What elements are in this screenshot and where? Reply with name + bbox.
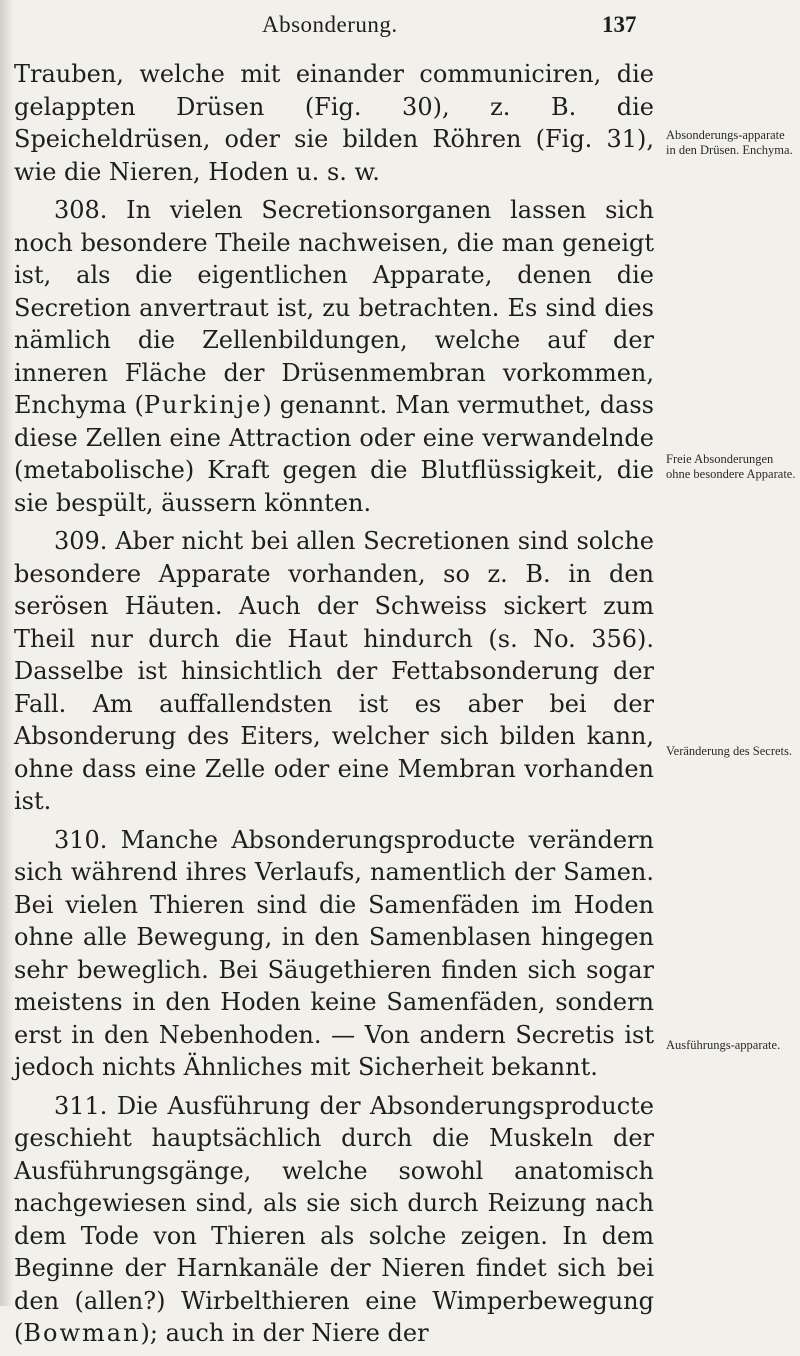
author-name-bowman: Bowman (23, 1319, 141, 1347)
page-gutter-shadow (0, 0, 14, 1306)
margin-note-absonderungsapparate: Absonderungs-apparate in den Drüsen. Enchyma. (666, 128, 793, 157)
margin-note-freie-absonderungen: Freie Absonderungen ohne besondere Apparate. (666, 452, 796, 481)
paragraph-308 (14, 194, 654, 519)
paragraph-311-text-b: ); auch in der Niere der (140, 1319, 429, 1347)
paragraph-continued: Trauben, welche mit einander communiciren, die gelappten Drüsen (Fig. 30), z. B. die Speicheldrüsen, oder sie bilden Röhren (Fig. 31), wie die Nieren, Hoden u. s. w. (14, 60, 654, 186)
paragraph-311-text-a: 311. Die Ausführung der Absonderungsproducte geschieht hauptsächlich durch die Muskeln der Ausführungsgänge, welche sowohl anatomisch nachgewiesen sind, als sie sich durch Reizung nach dem Tode von Thieren als solche zeigen. In dem Beginne der Harnkanäle der Nieren findet sich bei den (allen?) Wirbelthieren eine Wimperbewegung ( (14, 1091, 654, 1347)
page-header (0, 12, 800, 52)
body-text (14, 58, 654, 1356)
paragraph-308-text-a: 308. In vielen Secretionsorganen lassen sich noch besondere Theile nachweisen, die man geneigt ist, als die eigentlichen Apparate, denen die Secretion anvertraut ist, zu betrachten. Es sind dies nämlich die Zellenbildungen, welche auf der inneren Fläche der Drüsenmembran vorkommen, Enchyma ( (14, 196, 654, 419)
paragraph-310: 310. Manche Absonderungsproducte verändern sich während ihres Verlaufs, namentlich der Samen. Bei vielen Thieren sind die Samenfäden im Hoden ohne alle Bewegung, in den Samenblasen hingegen sehr beweglich. Bei Säugethieren finden sich sogar meistens in den Hoden keine Samenfäden, sondern erst in den Nebenhoden. — Von andern Secretis ist jedoch nichts Ähnliches mit Sicherheit bekannt. (14, 825, 654, 1081)
page-number: 137 (602, 12, 637, 37)
running-head: Absonderung. (262, 12, 398, 37)
paragraph-309: 309. Aber nicht bei allen Secretionen sind solche besondere Apparate vorhanden, so z. B. in den serösen Häuten. Auch der Schweiss sickert zum Theil nur durch die Haut hindurch (s. No. 356). Dasselbe ist hinsichtlich der Fettabsonderung der Fall. Am auffallendsten ist es aber bei der Absonderung des Eiters, welcher sich bilden kann, ohne dass eine Zelle oder eine Membran vorhanden ist. (14, 527, 654, 815)
paragraph-311 (14, 1090, 654, 1350)
margin-note-veraenderung: Veränderung des Secrets. (666, 744, 792, 758)
margin-note-ausfuehrungsapparate: Ausführungs-apparate. (666, 1038, 781, 1052)
paragraph-308-text-b: ) genannt. Man vermuthet, dass diese Zellen eine Attraction oder eine verwandelnde (metabolische) Kraft gegen die Blutflüssigkeit, die sie bespült, äussern könnten. (14, 391, 654, 517)
author-name-purkinje: Purkinje (143, 391, 263, 419)
